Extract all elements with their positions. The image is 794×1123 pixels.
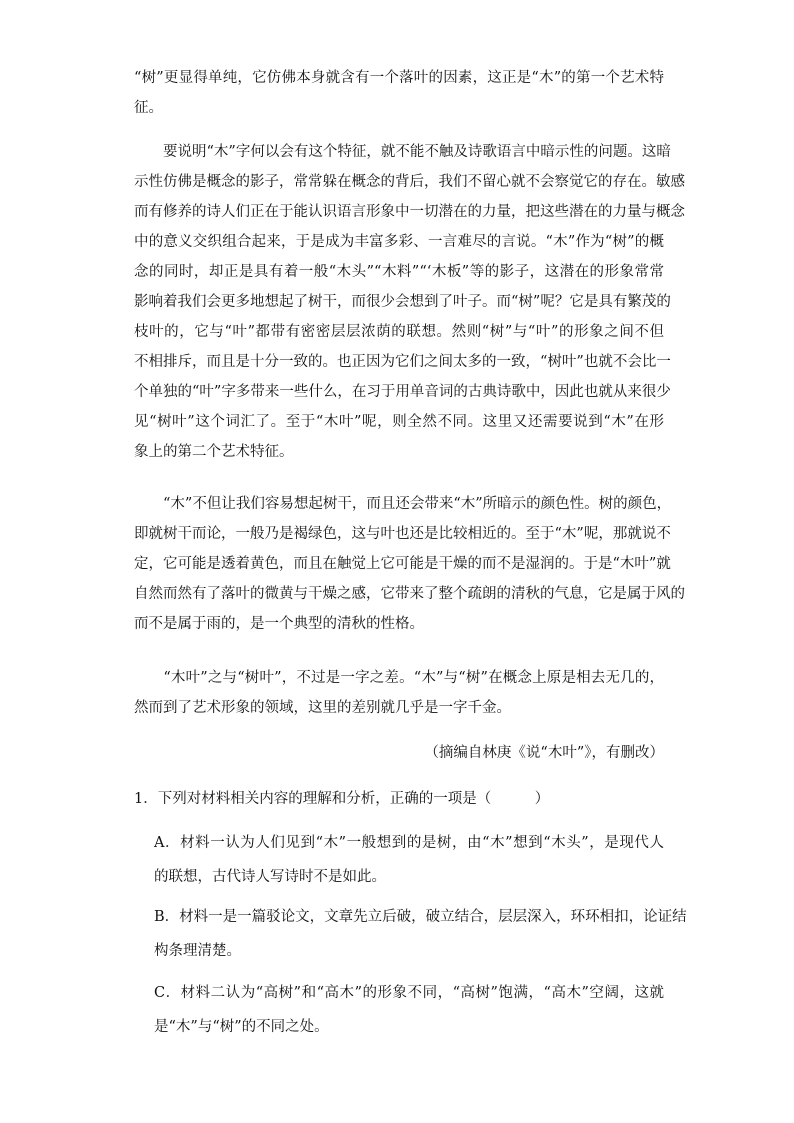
paragraph-3	[134, 489, 685, 639]
text-line: 中的意义交织组合起来，于是成为丰富多彩、一言难尽的言说。“木”作为“树”的概	[134, 234, 664, 250]
text-line: 而不是属于雨的，是一个典型的清秋的性格。	[134, 616, 424, 632]
text-line: 见“树叶”这个词汇了。至于“木叶”呢，则全然不同。这里又还需要说到“木”在形	[134, 414, 664, 430]
option-line: B．材料一是一篇驳论文，文章先立后破，破立结合，层层深入，环环相扣，论证结	[154, 909, 687, 925]
option-line: 构条理清楚。	[154, 943, 241, 959]
text-line: “树”更显得单纯，它仿佛本身就含有一个落叶的因素，这正是“木”的第一个艺术特	[134, 70, 664, 86]
text-line: 征。	[134, 100, 163, 116]
text-line: 念的同时，却正是具有着一般“木头”“木料”“‘木板”等的影子，这潜在的形象常常	[134, 264, 664, 280]
option-line: C．材料二认为“高树”和“高木”的形象不同，“高树”饱满，“高木”空阔，这就	[154, 985, 664, 1001]
text-line: 象上的第二个艺术特征。	[134, 444, 294, 460]
option-c	[154, 976, 664, 1044]
text-line: 自然而然有了落叶的微黄与干燥之感，它带来了整个疏朗的清秋的气息，它是属于风的	[134, 586, 685, 602]
text-line: 示性仿佛是概念的影子，常常躲在概念的背后，我们不留心就不会察觉它的存在。敏感	[134, 174, 685, 190]
text-line: “木叶”之与“树叶”，不过是一字之差。“木”与“树”在概念上原是相去无几的，	[134, 670, 664, 686]
text-line: 而有修养的诗人们正在于能认识语言形象中一切潜在的力量，把这些潜在的力量与概念	[134, 204, 685, 220]
option-line: 是“木”与“树”的不同之处。	[154, 1019, 329, 1035]
text-line: 个单独的“叶”字多带来一些什么，在习于用单音词的古典诗歌中，因此也就从来很少	[134, 384, 671, 400]
text-line: 即就树干而论，一般乃是褐绿色，这与叶也还是比较相近的。至于“木”呢，那就说不	[134, 526, 671, 542]
text-line: 影响着我们会更多地想起了树干，而很少会想到了叶子。而“树”呢？它是具有繁茂的	[134, 294, 671, 310]
text-line: “木”不但让我们容易想起树干，而且还会带来“木”所暗示的颜色性。树的颜色，	[134, 496, 672, 512]
text-line: 定，它可能是透着黄色，而且在触觉上它可能是干燥的而不是湿润的。于是“木叶”就	[134, 556, 671, 572]
text-line: 不相排斥，而且是十分一致的。也正因为它们之间太多的一致，“树叶”也就不会比一	[134, 354, 671, 370]
option-b	[154, 900, 687, 968]
option-a	[154, 826, 664, 894]
paragraph-1	[134, 63, 664, 123]
text-line: 要说明“木”字何以会有这个特征，就不能不触及诗歌语言中暗示性的问题。这暗	[134, 144, 671, 160]
question-stem: 1．下列对材料相关内容的理解和分析，正确的一项是（ ）	[134, 791, 550, 807]
text-line: 枝叶的，它与“叶”都带有密密层层浓荫的联想。然则“树”与“叶”的形象之间不但	[134, 324, 664, 340]
paragraph-4	[134, 663, 664, 723]
source-citation: （摘编自林庚《说“木叶”》，有删改）	[424, 745, 664, 761]
text-line: 然而到了艺术形象的领域，这里的差别就几乎是一字千金。	[134, 700, 511, 716]
option-line: 的联想，古代诗人写诗时不是如此。	[154, 869, 386, 885]
paragraph-2	[134, 137, 685, 467]
option-line: A．材料一认为人们见到“木”一般想到的是树，由“木”想到“木头”，是现代人	[154, 835, 664, 851]
